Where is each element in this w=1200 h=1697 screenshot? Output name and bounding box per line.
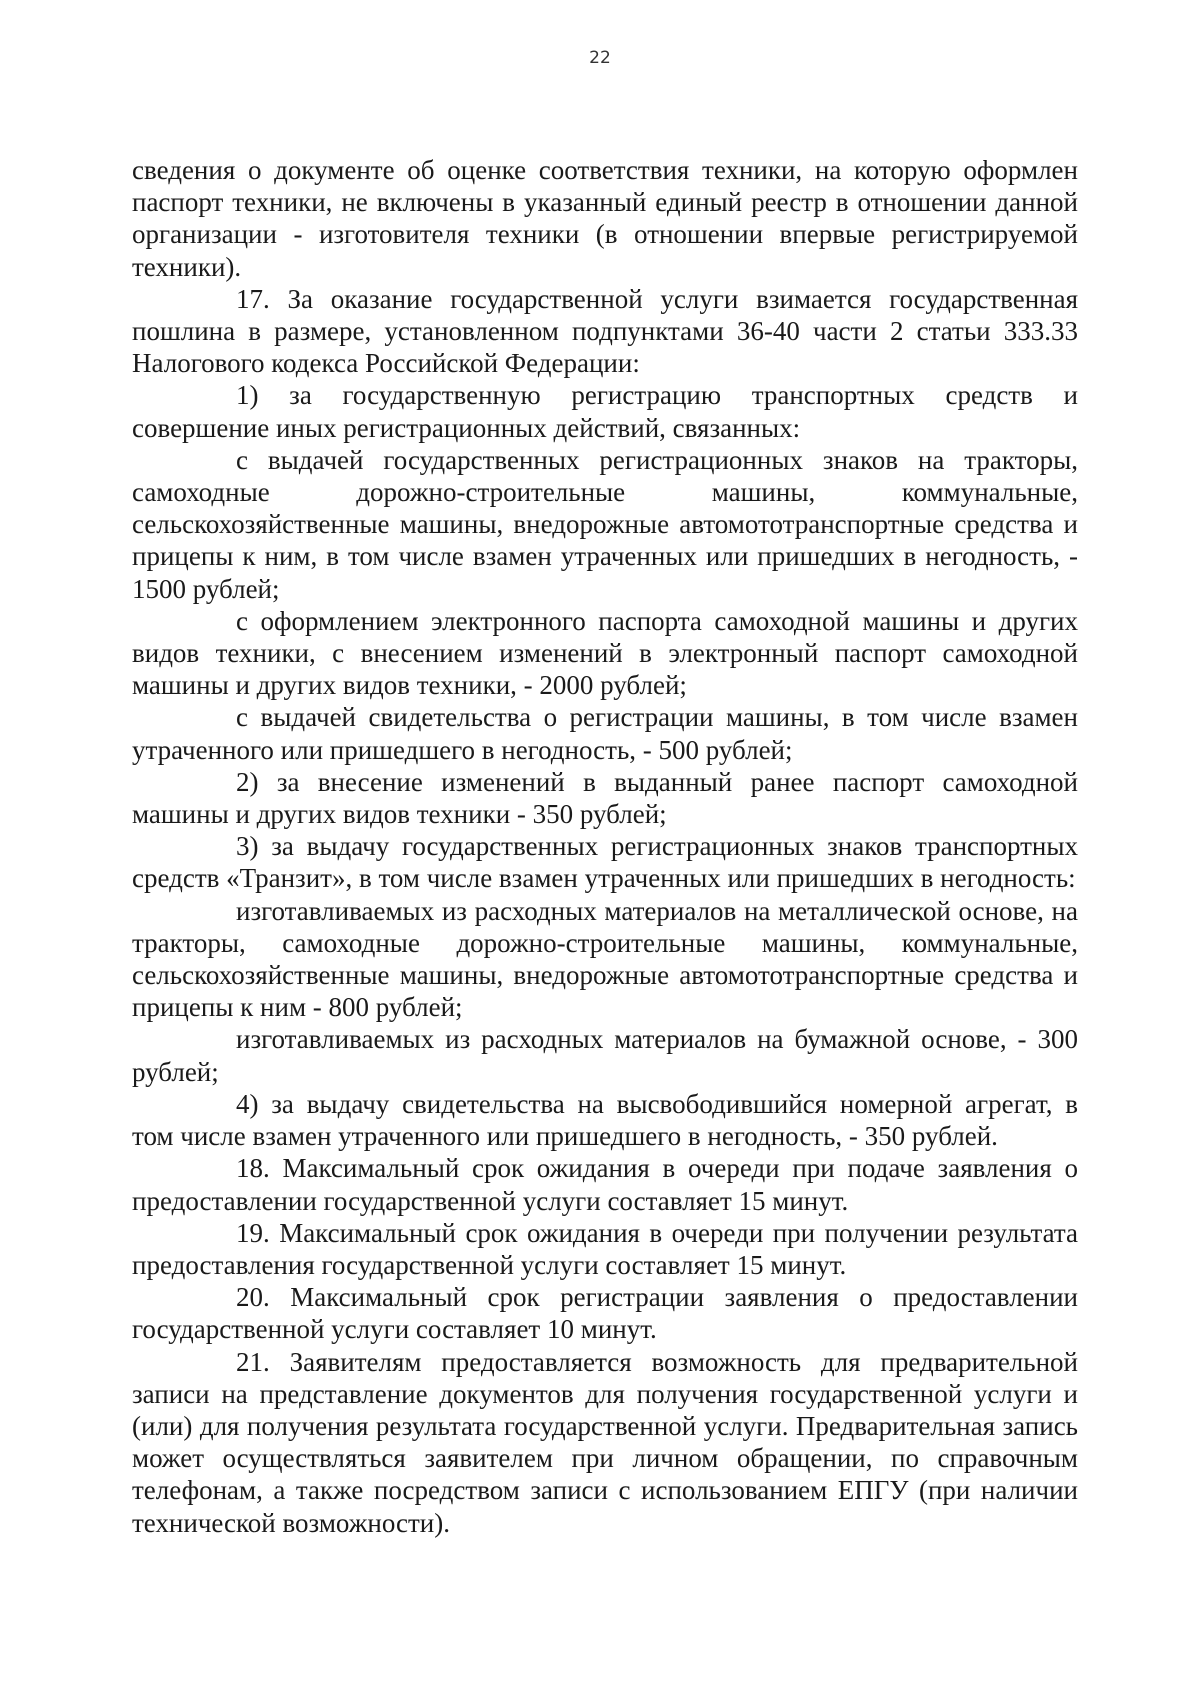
paragraph-17-1-certificate: с выдачей свидетельства о регистрации машины, в том числе взамен утраченного или пришедшего в негодность, - 500 рублей; — [132, 702, 1078, 765]
document-body — [132, 154, 1078, 1539]
paragraph-17-4: 4) за выдачу свидетельства на высвободившийся номерной агрегат, в том числе взамен утраченного или пришедшего в негодность, - 350 рублей. — [132, 1088, 1078, 1152]
page-number: 22 — [589, 48, 611, 68]
paragraph-17-2: 2) за внесение изменений в выданный ранее паспорт самоходной машины и других видов техники - 350 рублей; — [132, 766, 1078, 830]
paragraph-continuation: сведения о документе об оценке соответствия техники, на которую оформлен паспорт техники, не включены в указанный единый реестр в отношении данной организации - изготовителя техники (в отношении впервые регистрируемой техники). — [132, 155, 1078, 282]
paragraph-19: 19. Максимальный срок ожидания в очереди при получении результата предоставления государственной услуги составляет 15 минут. — [132, 1217, 1078, 1280]
paragraph-17-1: 1) за государственную регистрацию транспортных средств и совершение иных регистрационных действий, связанных: — [132, 380, 1078, 443]
paragraph-17-1-epassport: с оформлением электронного паспорта самоходной машины и других видов техники, с внесением изменений в электронный паспорт самоходной машины и других видов техники, - 2000 рублей; — [132, 605, 1078, 701]
paragraph-21: 21. Заявителям предоставляется возможность для предварительной записи на представление документов для получения государственной услуги и (или) для получения результата государственной услуги. Предварительная запись может осуществляться заявителем при личном обращении, по справочным телефонам, а также посредством записи с использованием ЕПГУ (при наличии технической возможности). — [132, 1346, 1078, 1538]
paragraph-17-1-plates: с выдачей государственных регистрационных знаков на тракторы, самоходные дорожно-строительные машины, коммунальные, сельскохозяйственные машины, внедорожные автомототранспортные средства и прицепы к ним, в том числе взамен утраченных или пришедших в негодность, - 1500 рублей; — [132, 444, 1078, 604]
paragraph-17-3-paper: изготавливаемых из расходных материалов на бумажной основе, - 300 рублей; — [132, 1024, 1078, 1087]
paragraph-20: 20. Максимальный срок регистрации заявления о предоставлении государственной услуги составляет 10 минут. — [132, 1282, 1078, 1345]
paragraph-17-3: 3) за выдачу государственных регистрационных знаков транспортных средств «Транзит», в том числе взамен утраченных или пришедших в негодность: — [132, 831, 1078, 894]
paragraph-17-3-metal: изготавливаемых из расходных материалов на металлической основе, на тракторы, самоходные дорожно-строительные машины, коммунальные, сельскохозяйственные машины, внедорожные автомототранспортные средства и прицепы к ним - 800 рублей; — [132, 895, 1078, 1023]
paragraph-17: 17. За оказание государственной услуги взимается государственная пошлина в размере, установленном подпунктами 36-40 части 2 статьи 333.33 Налогового кодекса Российской Федерации: — [132, 283, 1078, 379]
paragraph-18: 18. Максимальный срок ожидания в очереди при подаче заявления о предоставлении государственной услуги составляет 15 минут. — [132, 1153, 1078, 1216]
